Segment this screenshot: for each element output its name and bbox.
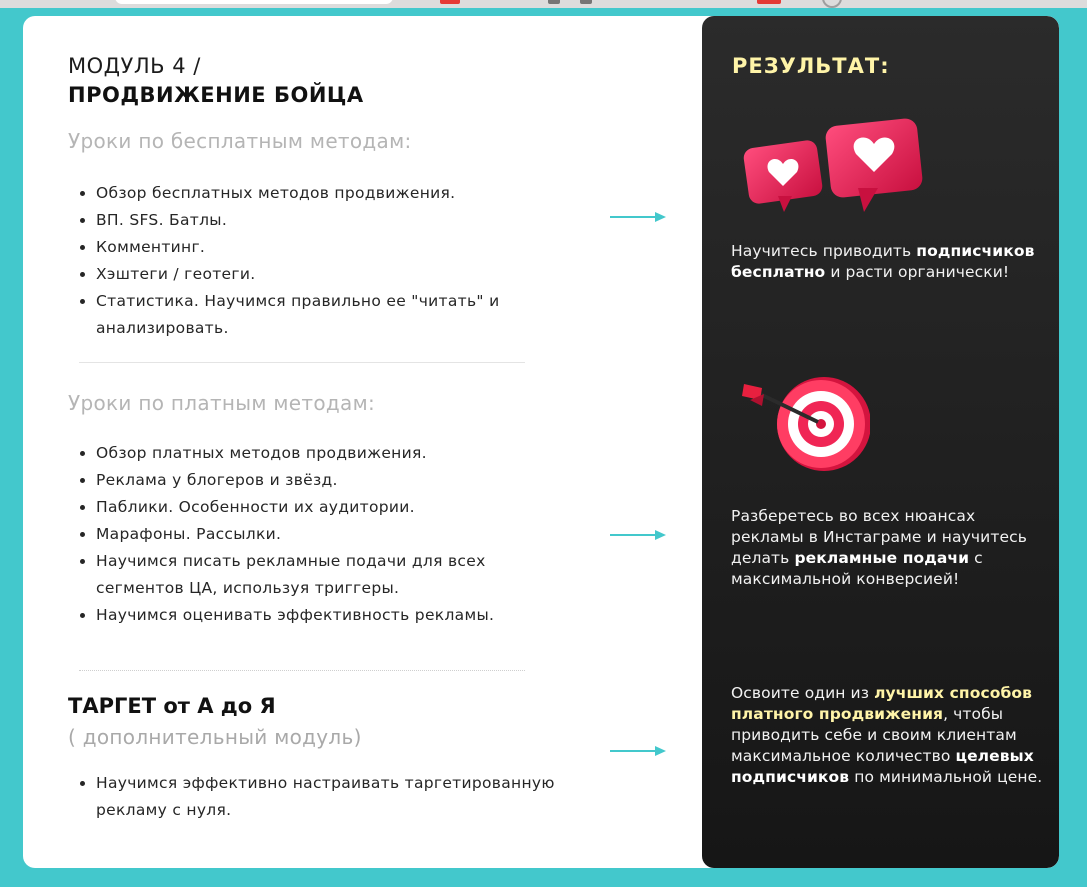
list-item: • Реклама у блогеров и звёзд.: [96, 467, 566, 494]
section-divider: [79, 362, 525, 363]
list-item: • Комментинг.: [96, 234, 566, 261]
list-item: • Обзор бесплатных методов продвижения.: [96, 180, 566, 207]
result-title: РЕЗУЛЬТАТ:: [732, 54, 890, 78]
tab-badge: [580, 0, 592, 4]
list-item: • Марафоны. Рассылки.: [96, 521, 566, 548]
free-methods-list: [68, 180, 566, 342]
list-item: • Хэштеги / геотеги.: [96, 261, 566, 288]
target-module-title: ТАРГЕТ от А до Я: [68, 694, 276, 718]
target-icon: [738, 374, 870, 482]
list-item: • ВП. SFS. Батлы.: [96, 207, 566, 234]
arrow-right-icon: [610, 745, 666, 757]
tab-badge: [440, 0, 460, 4]
tab-badge: [548, 0, 560, 4]
hearts-icon: [740, 116, 926, 216]
module-number: МОДУЛЬ 4 /: [68, 54, 201, 78]
module-title: ПРОДВИЖЕНИЕ БОЙЦА: [68, 83, 364, 107]
address-bar[interactable]: [115, 0, 393, 4]
arrow-right-icon: [610, 529, 666, 541]
result-text-1: Научитесь приводить подписчиков бесплатно и расти органически!: [731, 242, 1035, 281]
tab-badge: [757, 0, 781, 4]
result-panel: [702, 16, 1059, 868]
browser-top-strip: [0, 0, 1087, 8]
list-item: • Научимся оценивать эффективность рекламы.: [96, 602, 566, 629]
list-item: • Статистика. Научимся правильно ее "читать" и анализировать.: [96, 288, 566, 342]
section-divider: [79, 670, 525, 671]
result-text-2: Разберетесь во всех нюансах рекламы в Инстаграме и научитесь делать рекламные подачи с максимальной конверсией!: [731, 507, 1027, 588]
paid-methods-heading: Уроки по платным методам:: [68, 391, 375, 415]
paid-methods-list: [68, 440, 566, 629]
result-text-3: Освоите один из лучших способов платного продвижения, чтобы приводить себе и своим клиентам максимальное количество целевых подписчиков по минимальной цене.: [731, 684, 1043, 786]
target-list: [68, 770, 566, 824]
lessons-column: [23, 16, 702, 868]
list-item: • Научимся эффективно настраивать таргетированную рекламу с нуля.: [96, 770, 566, 824]
list-item: • Паблики. Особенности их аудитории.: [96, 494, 566, 521]
list-item: • Научимся писать рекламные подачи для всех сегментов ЦА, используя триггеры.: [96, 548, 566, 602]
free-methods-heading: Уроки по бесплатным методам:: [68, 129, 412, 153]
module-card: [23, 16, 1059, 868]
profile-icon[interactable]: [822, 0, 842, 8]
arrow-right-icon: [610, 211, 666, 223]
target-module-subtitle: ( дополнительный модуль): [68, 725, 362, 749]
list-item: • Обзор платных методов продвижения.: [96, 440, 566, 467]
